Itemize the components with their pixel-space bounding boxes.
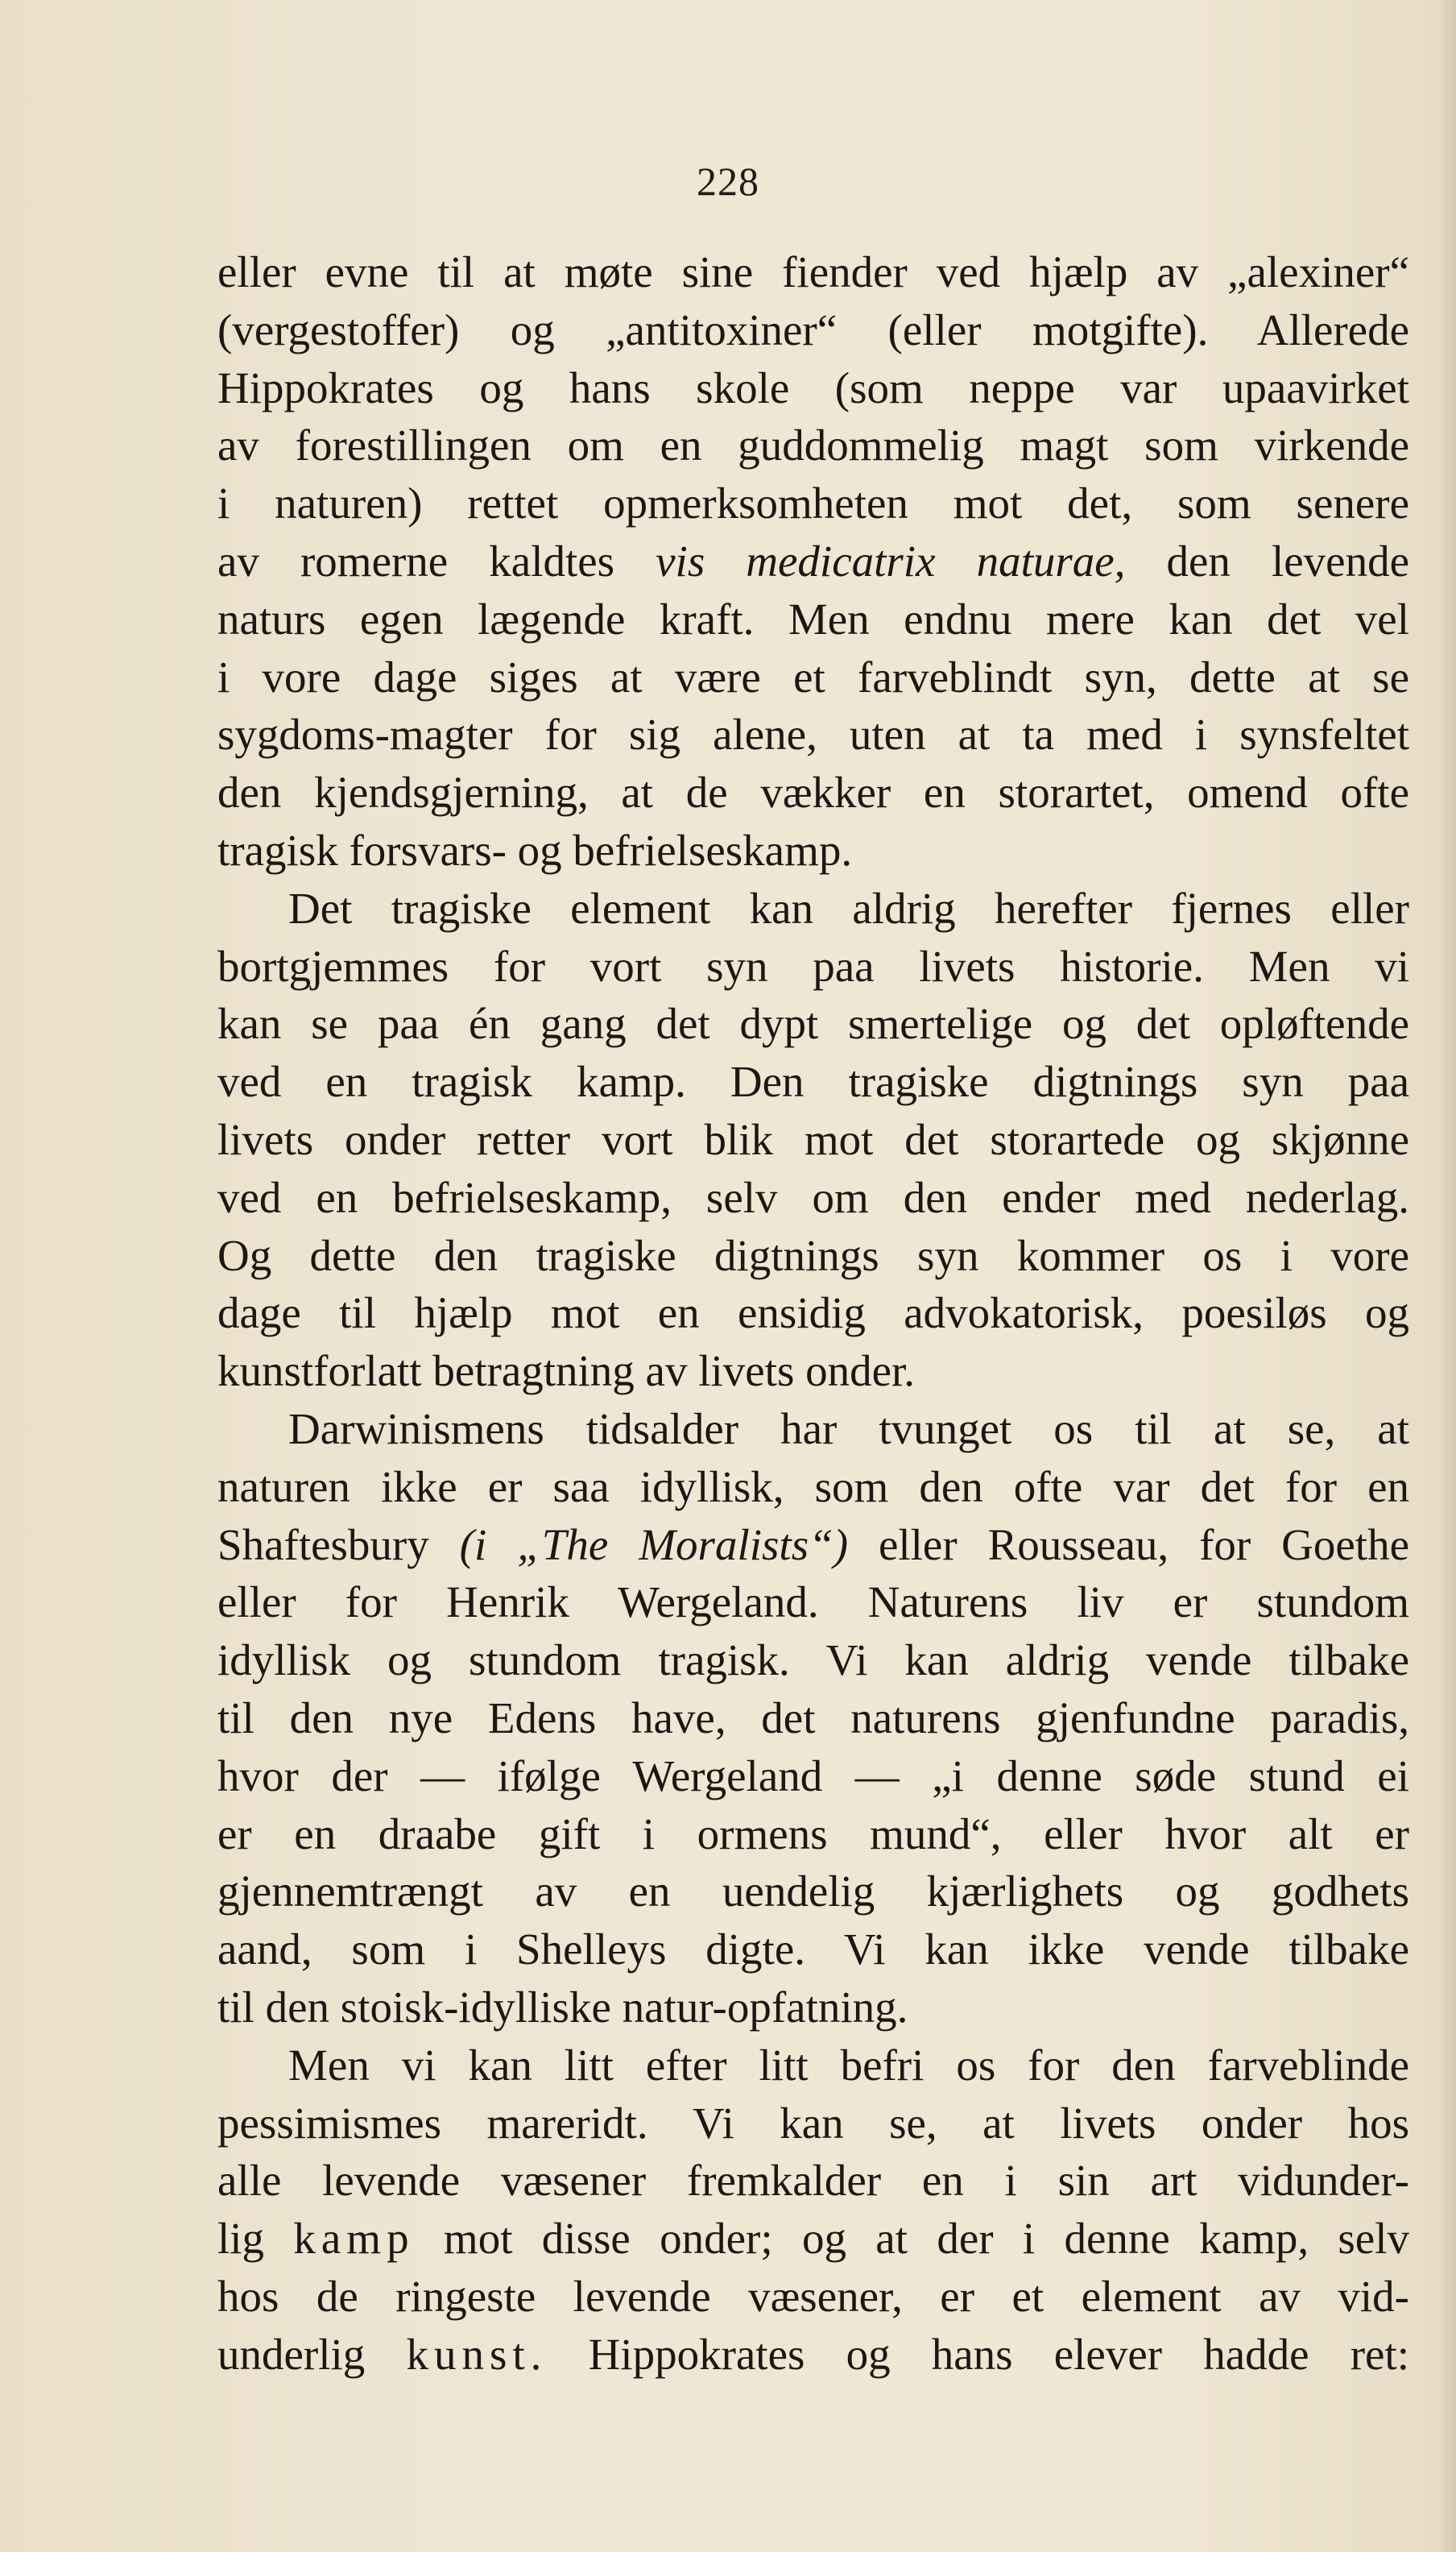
text-run: mot disse onder; og at der i denne kamp, selv [414,2214,1409,2264]
text-line [217,2210,1409,2268]
text-line: Og dette den tragiske digtnings syn kommer os i vore [217,1230,1409,1280]
text-run: Shaftesbury [217,1519,460,1569]
page-edge-shadow [1438,0,1456,2552]
text-line: (vergestoffer) og „antitoxiner“ (eller motgifte). Allerede [217,304,1409,354]
text-line: tragisk forsvars- og befrielseskamp. [217,825,853,875]
text-line: kan se paa én gang det dypt smertelige og det opløftende [217,999,1409,1049]
text-line: Darwinismens tidsalder har tvunget os til at se, at [288,1403,1409,1453]
body-text [217,243,1409,2383]
text-line: hvor der — ifølge Wergeland — „i denne søde stund ei [217,1750,1409,1800]
page-number: 228 [697,159,759,204]
text-line: gjennemtrængt av en uendelig kjærlighets og godhets [217,1866,1409,1916]
text-line: alle levende væsener fremkalder en i sin art vidunder- [217,2156,1409,2206]
text-line: bortgjemmes for vort syn paa livets historie. Men vi [217,941,1409,991]
text-line [217,2326,1409,2384]
text-line [217,1516,1409,1574]
text-line: i naturen) rettet opmerksomheten mot det, som senere [217,478,1409,528]
text-line: aand, som i Shelleys digte. Vi kan ikke vende tilbake [217,1924,1409,1974]
text-line: eller for Henrik Wergeland. Naturens liv er stundom [217,1577,1409,1627]
text-line: ved en befrielseskamp, selv om den ender med nederlag. [217,1172,1409,1222]
text-line: den kjendsgjerning, at de vækker en storartet, omend ofte [217,768,1409,818]
text-line: idyllisk og stundom tragisk. Vi kan aldrig vende tilbake [217,1635,1409,1685]
italic-phrase: (i „The Moralists“) [459,1519,849,1569]
text-line: sygdoms-magter for sig alene, uten at ta med i synsfeltet [217,710,1409,760]
text-line: Hippokrates og hans skole (som neppe var upaavirket [217,362,1409,412]
text-line: av forestillingen om en guddommelig magt som virkende [217,420,1409,470]
spaced-emphasis: kunst. [406,2329,548,2379]
text-run: underlig [217,2329,407,2379]
text-line: ved en tragisk kamp. Den tragiske digtnings syn paa [217,1057,1409,1107]
spaced-emphasis: kamp [293,2214,415,2264]
text-line: eller evne til at møte sine fiender ved hjælp av „alexiner“ [217,247,1409,296]
text-run: eller Rousseau, for Goethe [848,1519,1409,1569]
italic-phrase: vis medicatrix naturae, [656,536,1126,586]
text-run: av romerne kaldtes [217,536,656,586]
text-line: pessimismes mareridt. Vi kan se, at livets onder hos [217,2098,1409,2148]
text-line: er en draabe gift i ormens mund“, eller hvor alt er [217,1808,1409,1858]
text-run: Hippokrates og hans elever hadde ret: [547,2329,1409,2379]
text-line: til den nye Edens have, det naturens gjenfundne paradis, [217,1692,1409,1742]
text-line: kunstforlatt betragtning av livets onder. [217,1346,916,1396]
text-line: Men vi kan litt efter litt befri os for den farveblinde [288,2040,1409,2090]
text-line: til den stoisk-idylliske natur-opfatning. [217,1982,908,2032]
text-line: naturen ikke er saa idyllisk, som den ofte var det for en [217,1461,1409,1511]
text-line: dage til hjælp mot en ensidig advokatorisk, poesiløs og [217,1288,1409,1338]
text-run: lig [217,2214,294,2264]
text-line [217,532,1409,590]
text-line: i vore dage siges at være et farveblindt syn, dette at se [217,652,1409,702]
text-line: hos de ringeste levende væsener, er et element av vid- [217,2271,1409,2321]
text-run: den levende [1125,536,1409,586]
text-line: Det tragiske element kan aldrig herefter fjernes eller [288,883,1409,933]
text-line: livets onder retter vort blik mot det storartede og skjønne [217,1114,1409,1164]
text-line: naturs egen lægende kraft. Men endnu mere kan det vel [217,594,1409,644]
